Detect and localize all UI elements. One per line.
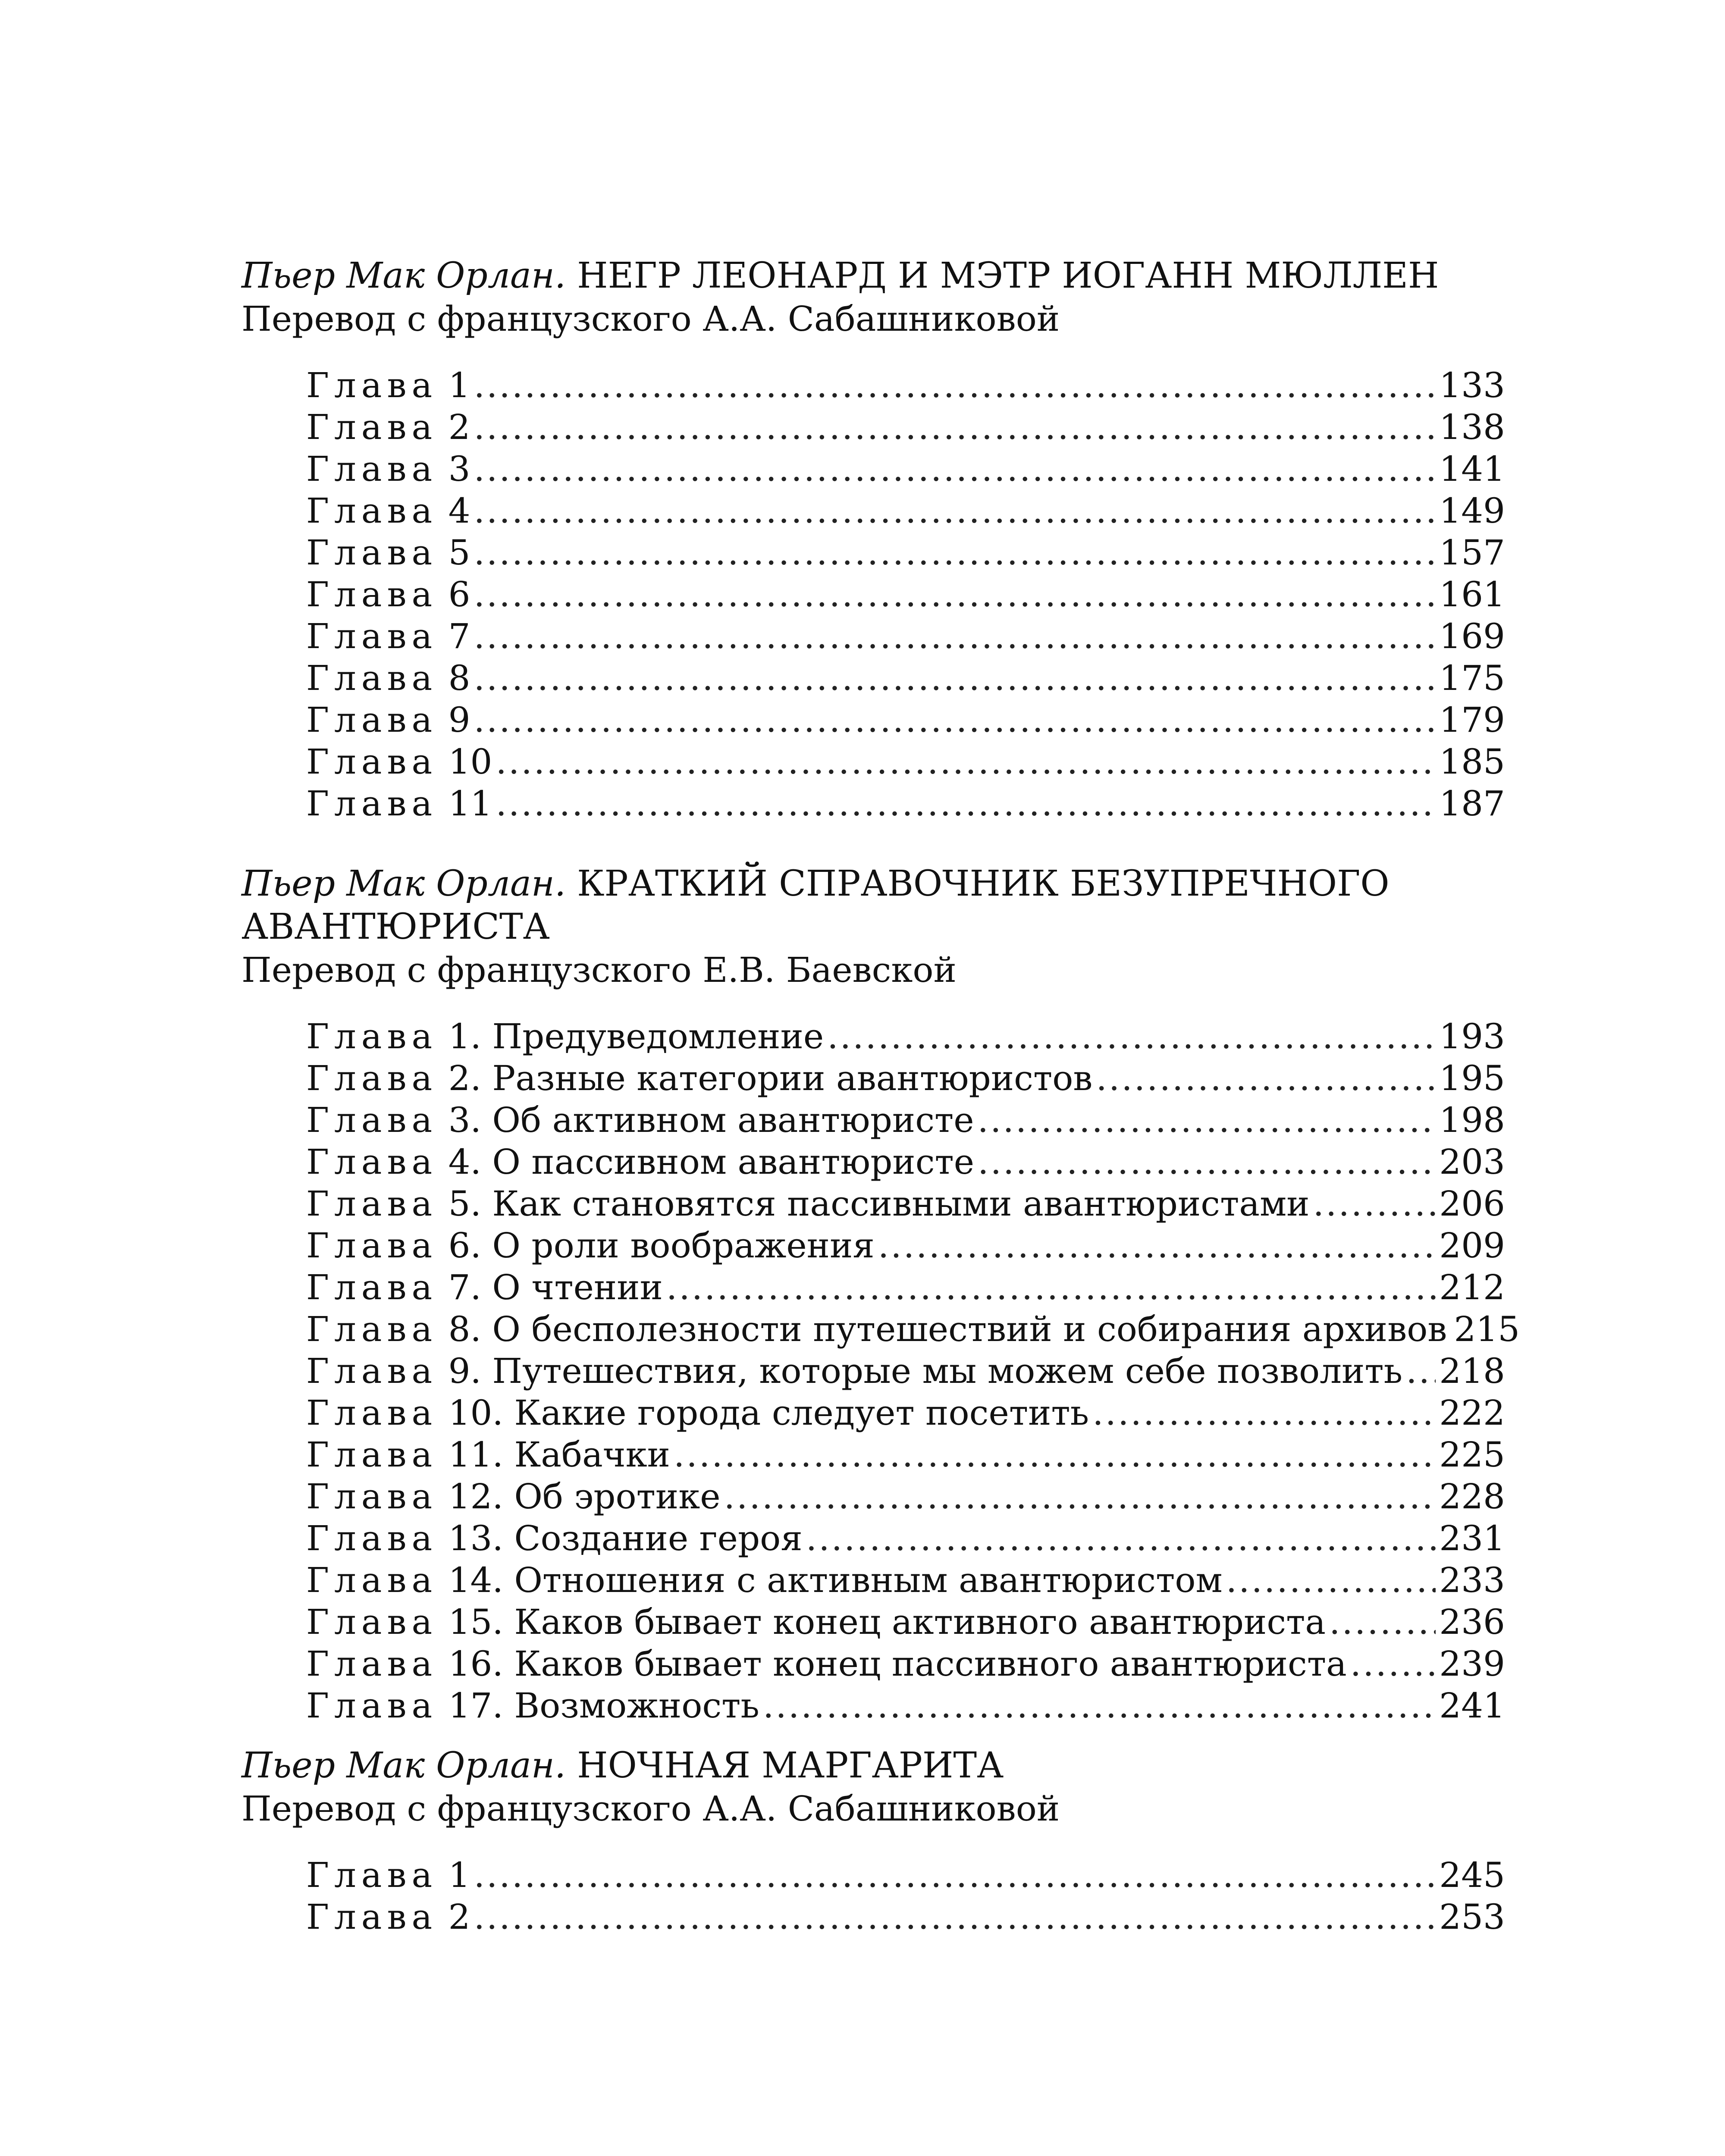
toc-entry-label: [306, 1685, 759, 1727]
toc-entry-label: [306, 615, 470, 657]
toc-entry-label: [306, 1476, 721, 1517]
toc-entry-page-number: 209: [1439, 1225, 1505, 1266]
toc-entry[interactable]: [306, 1517, 1505, 1559]
toc-entry-word: Глава: [306, 700, 438, 740]
toc-dot-leader: [666, 1266, 1436, 1308]
toc-entry-page-number: 225: [1439, 1435, 1505, 1475]
toc-entry-label: [306, 1517, 803, 1559]
toc-entry-page-number: 138: [1439, 407, 1505, 447]
toc-entry[interactable]: [306, 1643, 1505, 1685]
toc-entry-label: [306, 1350, 1402, 1392]
toc-section-1: [242, 254, 1505, 824]
toc-entry-label: [306, 783, 492, 824]
toc-entry-label: [306, 1601, 1326, 1643]
toc-dot-leader: [806, 1517, 1436, 1559]
toc-entry-page-number: 236: [1439, 1602, 1505, 1642]
toc-entry-title: 3: [448, 449, 470, 489]
toc-entry-label: [306, 1896, 470, 1938]
toc-dot-leader: [674, 1434, 1436, 1476]
toc-entry[interactable]: [306, 1601, 1505, 1643]
chapter-list: [242, 1854, 1505, 1938]
toc-entry-label: [306, 1183, 1310, 1225]
section-translator: Перевод с французского Е.В. Баевской: [242, 950, 957, 990]
toc-entry-word: Глава: [306, 742, 438, 782]
toc-entry-page-number: 157: [1439, 533, 1505, 573]
toc-entry[interactable]: [306, 783, 1505, 824]
toc-entry-label: [306, 1308, 1447, 1350]
toc-entry[interactable]: [306, 1685, 1505, 1727]
section-heading: [242, 254, 1505, 298]
toc-dot-leader: [978, 1099, 1436, 1141]
toc-entry-title: 1. Предуведомление: [448, 1016, 824, 1056]
section-author: Пьер Мак Орлан.: [242, 863, 566, 904]
toc-entry-label: [306, 364, 470, 406]
toc-entry-page-number: 253: [1439, 1897, 1505, 1937]
toc-dot-leader: [474, 532, 1436, 573]
toc-entry-title: 5. Как становятся пассивными авантюристами: [448, 1184, 1310, 1224]
toc-entry-word: Глава: [306, 1100, 438, 1140]
toc-entry-word: Глава: [306, 1184, 438, 1224]
toc-entry-page-number: 215: [1454, 1309, 1520, 1349]
toc-entry-word: Глава: [306, 407, 438, 447]
toc-entry[interactable]: [306, 1225, 1505, 1266]
toc-entry[interactable]: [306, 1896, 1505, 1938]
toc-entry-label: [306, 406, 470, 448]
toc-dot-leader: [724, 1476, 1436, 1517]
toc-entry-page-number: 245: [1439, 1855, 1505, 1895]
toc-dot-leader: [474, 657, 1436, 699]
toc-entry-label: [306, 448, 470, 490]
toc-entry-label: [306, 1434, 670, 1476]
toc-entry-word: Глава: [306, 574, 438, 614]
chapter-list: [242, 364, 1505, 824]
toc-entry-title: 16. Каков бывает конец пассивного авантюриста: [448, 1644, 1347, 1684]
toc-entry-title: 10: [448, 742, 492, 782]
toc-dot-leader: [474, 406, 1436, 448]
toc-entry-word: Глава: [306, 1560, 438, 1600]
toc-dot-leader: [827, 1015, 1436, 1057]
toc-entry-title: 10. Какие города следует посетить: [448, 1393, 1089, 1433]
toc-entry-page-number: 203: [1439, 1142, 1505, 1182]
toc-entry-word: Глава: [306, 533, 438, 573]
toc-entry-label: [306, 657, 470, 699]
toc-entry[interactable]: [306, 1559, 1505, 1601]
toc-entry-word: Глава: [306, 1142, 438, 1182]
toc-entry-page-number: 218: [1439, 1351, 1505, 1391]
toc-entry-page-number: 141: [1439, 449, 1505, 489]
toc-entry-page-number: 239: [1439, 1644, 1505, 1684]
toc-entry-title: 3. Об активном авантюристе: [448, 1100, 974, 1140]
toc-dot-leader: [474, 1896, 1436, 1938]
toc-dot-leader: [474, 699, 1436, 741]
toc-entry-word: Глава: [306, 1309, 438, 1349]
toc-entry-title: 1: [448, 365, 470, 405]
toc-dot-leader: [978, 1141, 1436, 1183]
toc-dot-leader: [474, 573, 1436, 615]
toc-entry-word: Глава: [306, 783, 438, 824]
toc-dot-leader: [1329, 1601, 1436, 1643]
toc-entry[interactable]: [306, 615, 1505, 657]
toc-entry-label: [306, 1643, 1347, 1685]
toc-entry-title: 11. Кабачки: [448, 1435, 670, 1475]
toc-entry-label: [306, 1141, 974, 1183]
toc-entry-title: 8. О бесполезности путешествий и собирания архивов: [448, 1309, 1447, 1349]
toc-entry-label: [306, 1225, 875, 1266]
toc-entry-word: Глава: [306, 449, 438, 489]
toc-entry-page-number: 195: [1439, 1058, 1505, 1098]
toc-entry-page-number: 206: [1439, 1184, 1505, 1224]
toc-entry-page-number: 212: [1439, 1267, 1505, 1307]
toc-dot-leader: [474, 490, 1436, 532]
toc-dot-leader: [878, 1225, 1436, 1266]
toc-entry-label: [306, 490, 470, 532]
toc-entry-title: 2. Разные категории авантюристов: [448, 1058, 1093, 1098]
toc-entry-label: [306, 1015, 824, 1057]
toc-entry-word: Глава: [306, 1686, 438, 1726]
section-heading: [242, 862, 1505, 949]
toc-entry-title: 13. Создание героя: [448, 1518, 803, 1558]
toc-dot-leader: [1096, 1057, 1436, 1099]
toc-entry-title: 9. Путешествия, которые мы можем себе позволить: [448, 1351, 1403, 1391]
toc-entry-title: 5: [448, 533, 470, 573]
toc-entry-title: 1: [448, 1855, 470, 1895]
toc-entry-word: Глава: [306, 1058, 438, 1098]
toc-entry[interactable]: [306, 490, 1505, 532]
toc-entry-word: Глава: [306, 491, 438, 531]
toc-entry-label: [306, 1057, 1092, 1099]
toc-section-3: [242, 1744, 1505, 1938]
toc-dot-leader: [474, 448, 1436, 490]
toc-entry[interactable]: [306, 1015, 1505, 1057]
toc-entry-page-number: 133: [1439, 365, 1505, 405]
toc-entry-title: 9: [448, 700, 470, 740]
toc-entry[interactable]: [306, 364, 1505, 406]
toc-entry-title: 4. О пассивном авантюристе: [448, 1142, 975, 1182]
toc-entry-page-number: 241: [1439, 1686, 1505, 1726]
toc-entry-page-number: 179: [1439, 700, 1505, 740]
toc-entry[interactable]: [306, 1350, 1505, 1392]
toc-entry-title: 15. Каков бывает конец активного авантюриста: [448, 1602, 1326, 1642]
toc-entry-word: Глава: [306, 1855, 438, 1895]
toc-entry-title: 12. Об эротике: [448, 1476, 721, 1517]
toc-entry[interactable]: [306, 741, 1505, 783]
toc-entry-page-number: 175: [1439, 658, 1505, 698]
toc-entry-label: [306, 699, 470, 741]
toc-dot-leader: [1226, 1559, 1436, 1601]
toc-entry[interactable]: [306, 1266, 1505, 1308]
toc-entry-page-number: 193: [1439, 1016, 1505, 1056]
toc-entry[interactable]: [306, 573, 1505, 615]
toc-entry-word: Глава: [306, 365, 438, 405]
toc-dot-leader: [474, 615, 1436, 657]
toc-entry-title: 14. Отношения с активным авантюристом: [448, 1560, 1223, 1600]
toc-entry[interactable]: [306, 1392, 1505, 1434]
toc-entry[interactable]: [306, 657, 1505, 699]
toc-entry-word: Глава: [306, 616, 438, 656]
toc-entry-page-number: 187: [1439, 783, 1505, 824]
toc-entry-page-number: 228: [1439, 1476, 1505, 1517]
toc-entry-title: 6: [448, 574, 470, 614]
toc-entry-label: [306, 573, 470, 615]
toc-entry-page-number: 185: [1439, 742, 1505, 782]
toc-entry[interactable]: [306, 699, 1505, 741]
toc-entry-label: [306, 1559, 1223, 1601]
toc-entry-page-number: 149: [1439, 491, 1505, 531]
section-heading: [242, 1744, 1505, 1787]
section-translator: Перевод с французского А.А. Сабашниковой: [242, 299, 1060, 339]
toc-entry-word: Глава: [306, 1393, 438, 1433]
toc-dot-leader: [496, 783, 1436, 824]
toc-entry-page-number: 198: [1439, 1100, 1505, 1140]
toc-entry-label: [306, 1266, 663, 1308]
section-author: Пьер Мак Орлан.: [242, 255, 566, 296]
toc-entry[interactable]: [306, 448, 1505, 490]
toc-entry-title: 17. Возможность: [448, 1686, 759, 1726]
toc-entry[interactable]: [306, 1183, 1505, 1225]
toc-entry-word: Глава: [306, 1644, 438, 1684]
toc-entry-label: [306, 1854, 470, 1896]
toc-entry[interactable]: [306, 406, 1505, 448]
toc-dot-leader: [1406, 1350, 1436, 1392]
toc-entry-label: [306, 1392, 1089, 1434]
toc-entry[interactable]: [306, 532, 1505, 573]
toc-dot-leader: [496, 741, 1436, 783]
toc-entry-page-number: 231: [1439, 1518, 1505, 1558]
toc-dot-leader: [763, 1685, 1436, 1727]
toc-entry-page-number: 161: [1439, 574, 1505, 614]
section-title: КРАТКИЙ СПРАВОЧНИК БЕЗУПРЕЧНОГО АВАНТЮРИСТА: [242, 863, 1389, 947]
toc-entry[interactable]: [306, 1854, 1505, 1896]
section-author: Пьер Мак Орлан.: [242, 1745, 566, 1786]
toc-entry-label: [306, 532, 470, 573]
toc-entry[interactable]: [306, 1099, 1505, 1141]
toc-entry-title: 2: [448, 1897, 470, 1937]
toc-entry-word: Глава: [306, 1435, 438, 1475]
toc-entry-word: Глава: [306, 1351, 438, 1391]
toc-entry-page-number: 169: [1439, 616, 1505, 656]
toc-dot-leader: [474, 1854, 1436, 1896]
toc-entry[interactable]: [306, 1141, 1505, 1183]
toc-entry-word: Глава: [306, 1518, 438, 1558]
section-title: НЕГР ЛЕОНАРД И МЭТР ИОГАНН МЮЛЛЕН: [577, 255, 1439, 296]
toc-entry[interactable]: [306, 1434, 1505, 1476]
toc-entry-word: Глава: [306, 1476, 438, 1517]
toc-entry-title: 4: [448, 491, 470, 531]
toc-dot-leader: [1350, 1643, 1436, 1685]
toc-dot-leader: [1313, 1183, 1436, 1225]
toc-entry-word: Глава: [306, 1225, 438, 1266]
toc-entry[interactable]: [306, 1476, 1505, 1517]
toc-entry-title: 2: [448, 407, 470, 447]
toc-entry-title: 8: [448, 658, 470, 698]
toc-entry-page-number: 233: [1439, 1560, 1505, 1600]
toc-entry-word: Глава: [306, 1897, 438, 1937]
toc-entry-label: [306, 741, 492, 783]
toc-entry-word: Глава: [306, 1267, 438, 1307]
section-title: НОЧНАЯ МАРГАРИТА: [577, 1745, 1004, 1786]
toc-section-2: [242, 862, 1520, 1727]
chapter-list: [242, 1015, 1520, 1727]
toc-dot-leader: [1092, 1392, 1436, 1434]
toc-entry[interactable]: [306, 1308, 1520, 1350]
toc-entry-title: 11: [448, 783, 492, 824]
toc-dot-leader: [474, 364, 1436, 406]
toc-entry-page-number: 222: [1439, 1393, 1505, 1433]
section-translator: Перевод с французского А.А. Сабашниковой: [242, 1789, 1060, 1829]
toc-entry-label: [306, 1099, 974, 1141]
toc-entry-word: Глава: [306, 1016, 438, 1056]
toc-entry[interactable]: [306, 1057, 1505, 1099]
toc-entry-word: Глава: [306, 1602, 438, 1642]
toc-entry-title: 7: [448, 616, 470, 656]
toc-entry-word: Глава: [306, 658, 438, 698]
toc-entry-title: 7. О чтении: [448, 1267, 663, 1307]
toc-entry-title: 6. О роли воображения: [448, 1225, 875, 1266]
